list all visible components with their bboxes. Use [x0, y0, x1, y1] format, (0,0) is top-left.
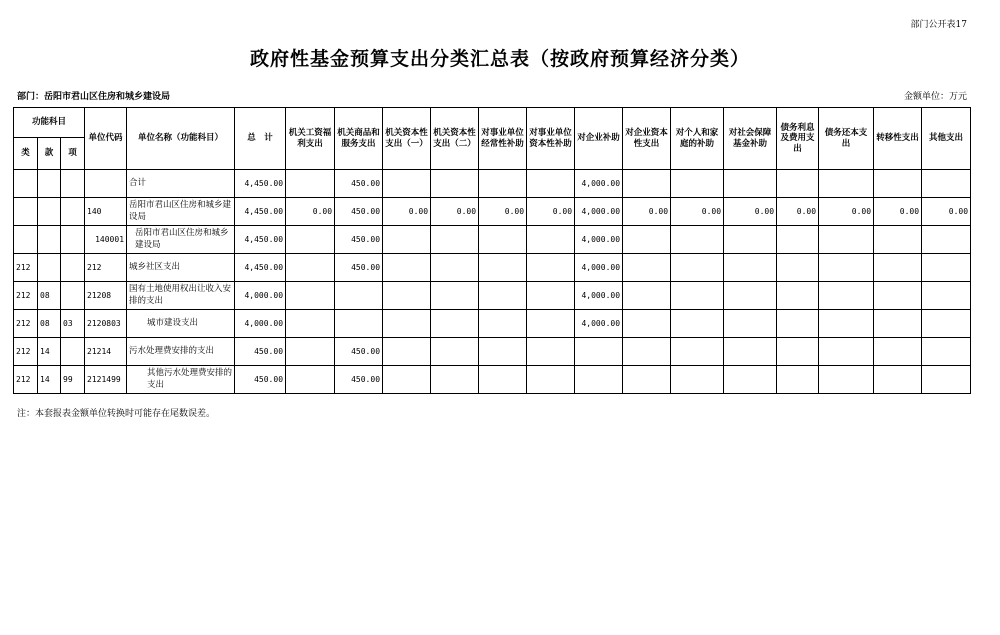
cell-c1: [286, 254, 335, 282]
cell-kuan: 08: [38, 282, 61, 310]
cell-c12: [819, 338, 874, 366]
cell-c4: [431, 282, 479, 310]
cell-c7: 4,000.00: [575, 170, 623, 198]
cell-c11: [777, 170, 819, 198]
department-label: 部门：岳阳市君山区住房和城乡建设局: [17, 92, 171, 102]
header-func-subject: 功能科目: [14, 108, 85, 138]
cell-c3: [383, 226, 431, 254]
cell-c8: 0.00: [623, 198, 671, 226]
cell-c6: 0.00: [527, 198, 575, 226]
cell-name: 岳阳市君山区住房和城乡建设局: [127, 198, 235, 226]
header-total: 总 计: [235, 108, 286, 170]
cell-c12: [819, 366, 874, 394]
cell-c10: [724, 226, 777, 254]
cell-c6: [527, 366, 575, 394]
cell-total: 4,450.00: [235, 254, 286, 282]
cell-c9: [671, 254, 724, 282]
header-unit-name: 单位名称（功能科目）: [127, 108, 235, 170]
cell-c7: 4,000.00: [575, 282, 623, 310]
cell-c12: [819, 226, 874, 254]
table-row: [14, 310, 971, 338]
cell-c5: 0.00: [479, 198, 527, 226]
cell-c4: [431, 338, 479, 366]
cell-xiang: [61, 226, 85, 254]
table-row: [14, 170, 971, 198]
cell-lei: 212: [14, 338, 38, 366]
cell-c11: [777, 282, 819, 310]
cell-c6: [527, 254, 575, 282]
table-row: [14, 226, 971, 254]
cell-c2: [335, 310, 383, 338]
cell-c10: [724, 170, 777, 198]
cell-c6: [527, 338, 575, 366]
cell-c13: [874, 338, 922, 366]
table-row: [14, 366, 971, 394]
cell-c9: [671, 366, 724, 394]
cell-c11: [777, 310, 819, 338]
cell-c2: 450.00: [335, 338, 383, 366]
cell-c2: 450.00: [335, 198, 383, 226]
cell-c8: [623, 226, 671, 254]
cell-total: 4,450.00: [235, 198, 286, 226]
cell-c3: [383, 310, 431, 338]
cell-c9: [671, 338, 724, 366]
header-xiang: 项: [61, 138, 85, 170]
header-c10: 对社会保障基金补助: [724, 108, 777, 170]
cell-c7: [575, 366, 623, 394]
cell-c11: 0.00: [777, 198, 819, 226]
cell-c1: [286, 170, 335, 198]
header-kuan: 款: [38, 138, 61, 170]
cell-lei: 212: [14, 310, 38, 338]
cell-c5: [479, 170, 527, 198]
cell-c4: [431, 366, 479, 394]
footnote: 注：本套报表金额单位转换时可能存在尾数误差。: [17, 409, 216, 419]
cell-c9: [671, 170, 724, 198]
cell-c12: [819, 282, 874, 310]
cell-code: 140001: [85, 226, 127, 254]
cell-c11: [777, 338, 819, 366]
cell-name: 污水处理费安排的支出: [127, 338, 235, 366]
cell-lei: [14, 198, 38, 226]
table-row: [14, 338, 971, 366]
cell-c3: [383, 366, 431, 394]
cell-xiang: [61, 198, 85, 226]
cell-code: 21214: [85, 338, 127, 366]
cell-c8: [623, 170, 671, 198]
cell-xiang: [61, 338, 85, 366]
cell-c5: [479, 282, 527, 310]
cell-lei: 212: [14, 254, 38, 282]
cell-xiang: 99: [61, 366, 85, 394]
cell-c1: [286, 310, 335, 338]
cell-name: 国有土地使用权出让收入安排的支出: [127, 282, 235, 310]
cell-c13: [874, 226, 922, 254]
cell-c4: [431, 226, 479, 254]
header-c7: 对企业补助: [575, 108, 623, 170]
cell-c3: [383, 282, 431, 310]
cell-code: 2121499: [85, 366, 127, 394]
cell-c7: 4,000.00: [575, 198, 623, 226]
cell-c12: [819, 170, 874, 198]
cell-code: 212: [85, 254, 127, 282]
cell-c14: 0.00: [922, 198, 971, 226]
cell-c2: 450.00: [335, 226, 383, 254]
header-c6: 对事业单位资本性补助: [527, 108, 575, 170]
cell-c11: [777, 366, 819, 394]
cell-c1: 0.00: [286, 198, 335, 226]
header-c9: 对个人和家庭的补助: [671, 108, 724, 170]
cell-lei: 212: [14, 282, 38, 310]
header-c1: 机关工资福利支出: [286, 108, 335, 170]
cell-kuan: 14: [38, 366, 61, 394]
cell-c3: [383, 338, 431, 366]
cell-c4: [431, 310, 479, 338]
cell-code: 2120803: [85, 310, 127, 338]
cell-c7: 4,000.00: [575, 254, 623, 282]
cell-c10: [724, 282, 777, 310]
cell-total: 4,450.00: [235, 226, 286, 254]
cell-c13: [874, 366, 922, 394]
cell-c1: [286, 226, 335, 254]
cell-c10: [724, 254, 777, 282]
cell-total: 450.00: [235, 338, 286, 366]
cell-total: 4,450.00: [235, 170, 286, 198]
cell-c8: [623, 254, 671, 282]
cell-xiang: [61, 282, 85, 310]
cell-c1: [286, 366, 335, 394]
cell-c8: [623, 310, 671, 338]
header-c4: 机关资本性支出（二）: [431, 108, 479, 170]
cell-kuan: 14: [38, 338, 61, 366]
cell-c7: 4,000.00: [575, 310, 623, 338]
cell-c5: [479, 254, 527, 282]
cell-c12: [819, 254, 874, 282]
cell-code: 21208: [85, 282, 127, 310]
cell-kuan: [38, 226, 61, 254]
header-c13: 转移性支出: [874, 108, 922, 170]
header-c11: 债务利息及费用支出: [777, 108, 819, 170]
cell-kuan: [38, 170, 61, 198]
cell-c8: [623, 282, 671, 310]
table-row: [14, 282, 971, 310]
cell-c4: 0.00: [431, 198, 479, 226]
cell-c13: [874, 170, 922, 198]
cell-c13: [874, 310, 922, 338]
cell-c7: 4,000.00: [575, 226, 623, 254]
cell-kuan: 08: [38, 310, 61, 338]
cell-c9: 0.00: [671, 198, 724, 226]
cell-total: 4,000.00: [235, 310, 286, 338]
cell-c10: [724, 338, 777, 366]
cell-c4: [431, 254, 479, 282]
cell-c14: [922, 338, 971, 366]
cell-c1: [286, 338, 335, 366]
cell-name: 城乡社区支出: [127, 254, 235, 282]
cell-code: [85, 170, 127, 198]
cell-c14: [922, 366, 971, 394]
cell-name: 岳阳市君山区住房和城乡建设局: [127, 226, 235, 254]
form-number: 部门公开表17: [910, 20, 967, 30]
cell-c12: [819, 310, 874, 338]
cell-c11: [777, 254, 819, 282]
cell-name: 其他污水处理费安排的支出: [127, 366, 235, 394]
cell-c5: [479, 366, 527, 394]
cell-c10: [724, 366, 777, 394]
header-c5: 对事业单位经常性补助: [479, 108, 527, 170]
cell-c13: [874, 282, 922, 310]
cell-c8: [623, 338, 671, 366]
cell-total: 450.00: [235, 366, 286, 394]
page-title: 政府性基金预算支出分类汇总表（按政府预算经济分类）: [249, 48, 750, 70]
expenditure-table: [13, 107, 971, 394]
cell-c3: [383, 170, 431, 198]
header-c14: 其他支出: [922, 108, 971, 170]
header-c2: 机关商品和服务支出: [335, 108, 383, 170]
cell-c2: [335, 282, 383, 310]
cell-total: 4,000.00: [235, 282, 286, 310]
header-c12: 债务还本支出: [819, 108, 874, 170]
cell-c3: 0.00: [383, 198, 431, 226]
cell-c8: [623, 366, 671, 394]
cell-c6: [527, 170, 575, 198]
cell-c14: [922, 282, 971, 310]
cell-c13: [874, 254, 922, 282]
cell-c10: [724, 310, 777, 338]
cell-c9: [671, 226, 724, 254]
cell-c6: [527, 282, 575, 310]
cell-xiang: [61, 254, 85, 282]
amount-unit-label: 金额单位：万元: [903, 92, 967, 102]
cell-c9: [671, 282, 724, 310]
cell-c14: [922, 254, 971, 282]
cell-c6: [527, 310, 575, 338]
cell-name: 城市建设支出: [127, 310, 235, 338]
cell-c11: [777, 226, 819, 254]
cell-lei: [14, 226, 38, 254]
cell-c12: 0.00: [819, 198, 874, 226]
cell-c5: [479, 338, 527, 366]
table-row: [14, 198, 971, 226]
cell-c5: [479, 226, 527, 254]
cell-lei: [14, 170, 38, 198]
cell-c14: [922, 226, 971, 254]
header-c3: 机关资本性支出（一）: [383, 108, 431, 170]
cell-code: 140: [85, 198, 127, 226]
cell-c1: [286, 282, 335, 310]
cell-xiang: [61, 170, 85, 198]
cell-c3: [383, 254, 431, 282]
cell-c6: [527, 226, 575, 254]
cell-c2: 450.00: [335, 366, 383, 394]
cell-c2: 450.00: [335, 254, 383, 282]
cell-c4: [431, 170, 479, 198]
cell-c2: 450.00: [335, 170, 383, 198]
cell-xiang: 03: [61, 310, 85, 338]
cell-lei: 212: [14, 366, 38, 394]
table-row: [14, 254, 971, 282]
cell-name: 合计: [127, 170, 235, 198]
cell-c9: [671, 310, 724, 338]
header-c8: 对企业资本性支出: [623, 108, 671, 170]
cell-kuan: [38, 198, 61, 226]
header-unit-code: 单位代码: [85, 108, 127, 170]
cell-c14: [922, 170, 971, 198]
cell-c14: [922, 310, 971, 338]
cell-c5: [479, 310, 527, 338]
cell-c10: 0.00: [724, 198, 777, 226]
header-lei: 类: [14, 138, 38, 170]
cell-c13: 0.00: [874, 198, 922, 226]
cell-kuan: [38, 254, 61, 282]
cell-c7: [575, 338, 623, 366]
